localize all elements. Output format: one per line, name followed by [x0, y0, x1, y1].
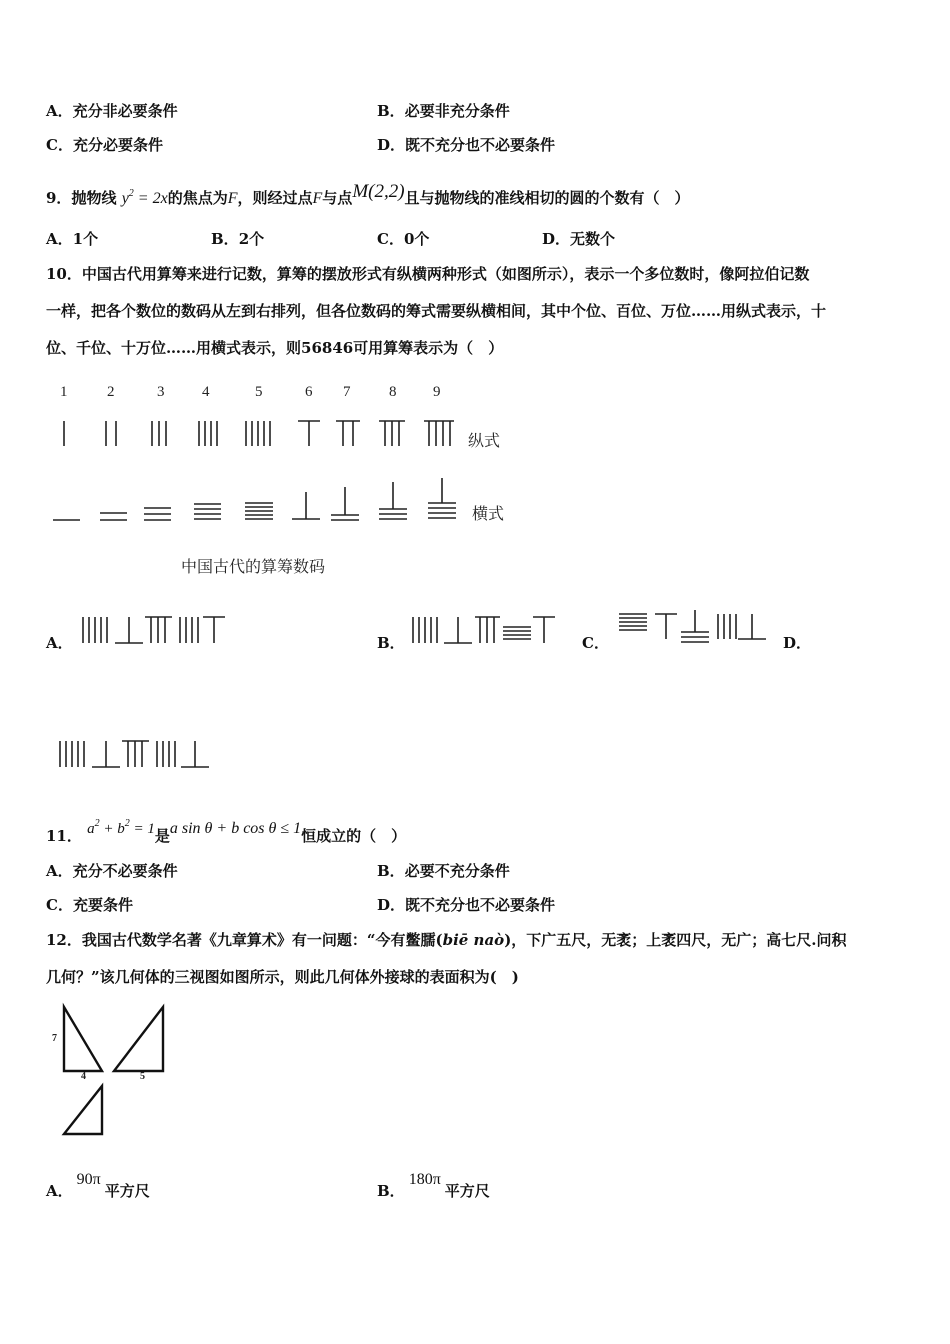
q11-option-b: B．必要不充分条件: [377, 862, 510, 880]
front-view-triangle: [64, 1007, 102, 1071]
q12-option-b: B．180π平方尺: [377, 1171, 490, 1200]
digit-label-6: 6: [305, 384, 313, 400]
q10-option-d-label: D．: [783, 634, 812, 652]
q10-option-b-label: B．: [377, 634, 405, 652]
width-label: 5: [140, 1071, 145, 1082]
q11-option-c: C．充要条件: [46, 896, 133, 914]
q10-option-a-label: A．: [46, 634, 73, 652]
q11-stem: 11． $a^2 + b^2 = 1$是a sin θ + b cos θ ≤ 1恒成立的（ ）: [46, 818, 407, 845]
top-view-triangle: [64, 1086, 102, 1134]
q12-option-a: A．90π平方尺: [46, 1171, 150, 1200]
q9-stem: 9．抛物线 $y^2 = 2x$的焦点为F，则经过点F与点M(2,2)且与抛物线的准线相切的圆的个数有（ ）: [46, 181, 690, 207]
q9-option-c: C．0个: [377, 230, 430, 248]
digit-label-5: 5: [255, 384, 263, 400]
q11-option-a: A．充分不必要条件: [46, 862, 178, 880]
digit-label-2: 2: [107, 384, 115, 400]
three-view-figure: [0, 0, 200, 1140]
q9-option-d: D．无数个: [542, 230, 616, 248]
q9-option-b: B．2个: [211, 230, 265, 248]
q11-condition: $a^2 + b^2 = 1$: [87, 818, 155, 837]
q8-option-c: C．充分必要条件: [46, 136, 163, 154]
digit-label-8: 8: [389, 384, 397, 400]
q9-option-a: A．1个: [46, 230, 99, 248]
q8-option-b: B．必要非充分条件: [377, 102, 510, 120]
option-c-rods: [619, 610, 766, 642]
q10-option-c-label: C．: [582, 634, 609, 652]
q8-option-d: D．既不充分也不必要条件: [377, 136, 556, 154]
q10-stem-line1: 10．中国古代用算筹来进行记数，算筹的摆放形式有纵横两种形式（如图所示），表示一个多位数时，像阿拉伯记数: [46, 265, 810, 283]
figure-caption: 中国古代的算筹数码: [181, 557, 326, 576]
q9-equation: $y^2 = 2x$: [121, 188, 168, 207]
base-label: 4: [81, 1071, 86, 1082]
digit-label-9: 9: [433, 384, 441, 400]
q12-stem-line1: 12．我国古代数学名著《九章算术》有一问题：“今有鳖臑(biē naò)，下广五尺，无袤；上袤四尺，无广；高七尺.问积: [46, 931, 847, 949]
q11-inequality: a sin θ + b cos θ ≤ 1: [169, 820, 302, 837]
height-label: 7: [52, 1033, 57, 1044]
q9-point-m: M(2,2): [352, 181, 405, 202]
digit-label-4: 4: [202, 384, 210, 400]
digit-label-1: 1: [60, 384, 68, 400]
option-b-rods: [413, 617, 555, 643]
horizontal-style-label: 横式: [472, 504, 505, 523]
q10-stem-line2: 一样，把各个数位的数码从左到右排列，但各位数码的筹式需要纵横相间，其中个位、百位、万位……用纵式表示，十: [46, 302, 827, 320]
q11-option-d: D．既不充分也不必要条件: [377, 896, 556, 914]
q8-option-a: A．充分非必要条件: [46, 102, 178, 120]
digit-label-7: 7: [343, 384, 351, 400]
q12-stem-line2: 几何？”该几何体的三视图如图所示，则此几何体外接球的表面积为( ): [46, 968, 519, 986]
q10-stem-line3: 位、千位、十万位……用横式表示，则56846可用算筹表示为（ ）: [46, 339, 504, 357]
side-view-triangle: [114, 1007, 163, 1071]
vertical-style-label: 纵式: [468, 431, 501, 450]
digit-label-3: 3: [157, 384, 165, 400]
